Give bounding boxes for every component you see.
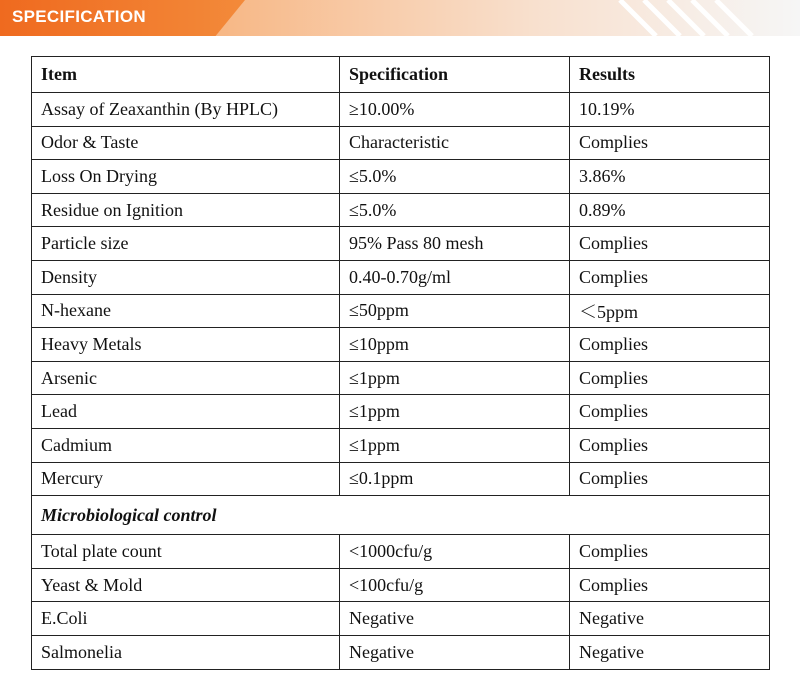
specification-cell: ≤50ppm — [340, 294, 570, 328]
column-header-item: Item — [32, 57, 340, 93]
specification-cell: Negative — [340, 602, 570, 636]
table-row — [32, 635, 770, 669]
result-cell: Complies — [570, 126, 770, 160]
table-row — [32, 602, 770, 636]
specification-cell: 0.40-0.70g/ml — [340, 260, 570, 294]
item-cell: Density — [32, 260, 340, 294]
item-cell: Residue on Ignition — [32, 193, 340, 227]
column-header-specification: Specification — [340, 57, 570, 93]
item-cell: Loss On Drying — [32, 160, 340, 194]
table-row — [32, 93, 770, 127]
item-cell: E.Coli — [32, 602, 340, 636]
header-banner — [0, 0, 800, 36]
item-cell: Salmonelia — [32, 635, 340, 669]
table-row — [32, 294, 770, 328]
result-cell: Complies — [570, 260, 770, 294]
specification-cell: ≤1ppm — [340, 361, 570, 395]
item-cell: Odor & Taste — [32, 126, 340, 160]
specification-cell: <1000cfu/g — [340, 535, 570, 569]
item-cell: Yeast & Mold — [32, 568, 340, 602]
table-row — [32, 193, 770, 227]
result-cell: Complies — [570, 328, 770, 362]
result-cell: ＜5ppm — [570, 294, 770, 328]
specification-cell: ≥10.00% — [340, 93, 570, 127]
item-cell: N-hexane — [32, 294, 340, 328]
table-row — [32, 361, 770, 395]
table-row — [32, 227, 770, 261]
result-cell: 3.86% — [570, 160, 770, 194]
item-cell: Particle size — [32, 227, 340, 261]
table-row — [32, 428, 770, 462]
result-cell: Complies — [570, 227, 770, 261]
item-cell: Total plate count — [32, 535, 340, 569]
table-row — [32, 260, 770, 294]
table-header-row — [32, 57, 770, 93]
specification-cell: ≤5.0% — [340, 160, 570, 194]
table-row — [32, 328, 770, 362]
item-cell: Lead — [32, 395, 340, 429]
result-cell: Complies — [570, 428, 770, 462]
result-cell: Complies — [570, 361, 770, 395]
item-cell: Assay of Zeaxanthin (By HPLC) — [32, 93, 340, 127]
item-cell: Mercury — [32, 462, 340, 496]
result-cell: Complies — [570, 535, 770, 569]
specification-cell: Negative — [340, 635, 570, 669]
diagonal-stripes-decoration — [610, 0, 800, 36]
page-title: SPECIFICATION — [12, 7, 146, 26]
result-cell: Negative — [570, 635, 770, 669]
specification-cell: ≤1ppm — [340, 395, 570, 429]
specification-cell: ≤1ppm — [340, 428, 570, 462]
item-cell: Arsenic — [32, 361, 340, 395]
column-header-results: Results — [570, 57, 770, 93]
specification-cell: Characteristic — [340, 126, 570, 160]
result-cell: Complies — [570, 395, 770, 429]
specification-cell: ≤5.0% — [340, 193, 570, 227]
specification-cell: 95% Pass 80 mesh — [340, 227, 570, 261]
result-cell: Complies — [570, 568, 770, 602]
item-cell: Heavy Metals — [32, 328, 340, 362]
section-heading: Microbiological control — [32, 496, 770, 535]
table-row — [32, 160, 770, 194]
result-cell: Negative — [570, 602, 770, 636]
result-cell: Complies — [570, 462, 770, 496]
specification-table — [31, 56, 770, 670]
table-row — [32, 126, 770, 160]
specification-cell: ≤0.1ppm — [340, 462, 570, 496]
table-row — [32, 568, 770, 602]
result-cell: 0.89% — [570, 193, 770, 227]
item-cell: Cadmium — [32, 428, 340, 462]
specification-cell: <100cfu/g — [340, 568, 570, 602]
section-row — [32, 496, 770, 535]
result-cell: 10.19% — [570, 93, 770, 127]
specification-cell: ≤10ppm — [340, 328, 570, 362]
table-row — [32, 462, 770, 496]
table-row — [32, 395, 770, 429]
table-row — [32, 535, 770, 569]
